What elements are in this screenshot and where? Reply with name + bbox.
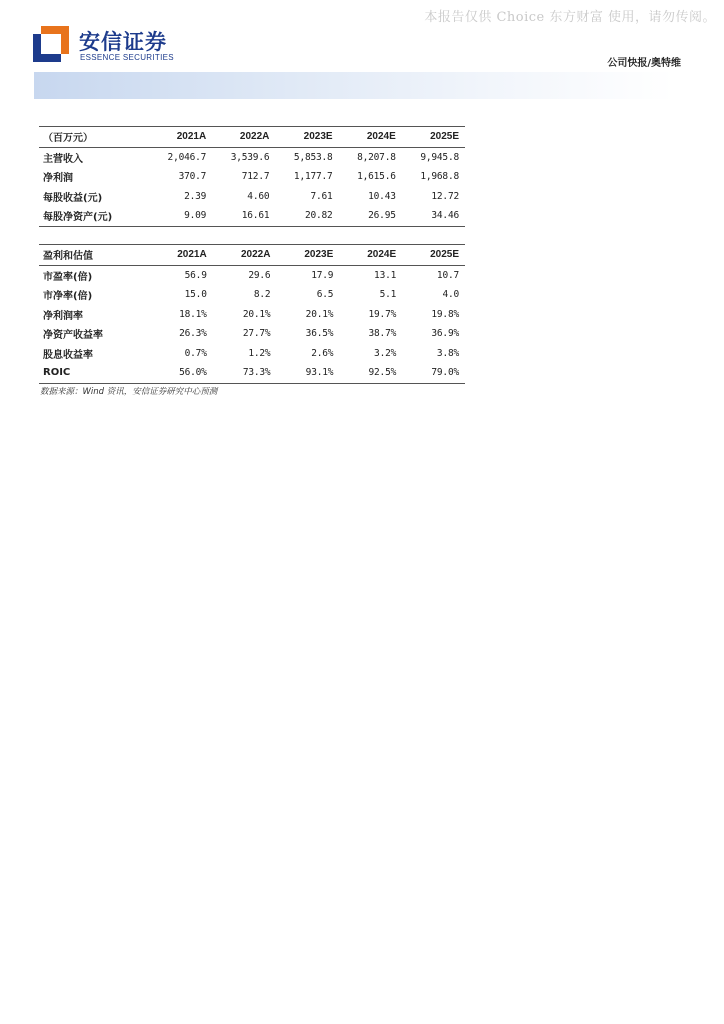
- row-label: 净资产收益率: [43, 330, 103, 342]
- table-cell: 1,968.8: [420, 171, 459, 183]
- table-header-row: [39, 245, 465, 266]
- table-cell: 8.2: [253, 289, 271, 301]
- table-cell: 2.6%: [311, 347, 334, 359]
- table-cell: 20.1%: [242, 308, 271, 320]
- table-cell: 3.2%: [374, 347, 397, 359]
- table-cell: 1.2%: [248, 347, 271, 359]
- row-label: 净利润: [43, 173, 73, 185]
- column-header: 2023E: [303, 131, 333, 143]
- column-header: 2021A: [176, 131, 207, 143]
- header-banner: [34, 72, 674, 99]
- row-label: 主营收入: [43, 153, 83, 165]
- table-row: [39, 206, 465, 226]
- row-label: 每股收益(元): [43, 192, 103, 204]
- table-row: [39, 363, 465, 383]
- table-cell: 18.1%: [179, 308, 207, 320]
- table-row: [39, 167, 465, 187]
- table-cell: 712.7: [241, 171, 270, 183]
- table-cell: 0.7%: [184, 347, 207, 359]
- table-cell: 5.1: [379, 289, 397, 301]
- table-header-row: [39, 127, 465, 148]
- table-cell: 3.8%: [436, 347, 459, 359]
- table-cell: 10.43: [368, 190, 396, 202]
- table-cell: 370.7: [178, 171, 207, 183]
- table-row: [39, 324, 465, 344]
- column-header: 盈利和估值: [43, 251, 93, 263]
- column-header: 2024E: [367, 249, 397, 261]
- table-cell: 19.8%: [431, 308, 459, 320]
- company-logo: [33, 26, 193, 66]
- table-cell: 8,207.8: [357, 151, 396, 163]
- table-cell: 29.6: [248, 269, 271, 281]
- table-cell: 56.9: [184, 269, 207, 281]
- table-row: [39, 265, 465, 285]
- table-cell: 19.7%: [368, 308, 397, 320]
- table-cell: 4.60: [247, 190, 270, 202]
- table-cell: 56.0%: [179, 367, 207, 379]
- table-row: [39, 344, 465, 364]
- row-label: 市盈率(倍): [43, 271, 93, 283]
- column-header: 2024E: [366, 131, 396, 143]
- table-cell: 26.95: [368, 210, 396, 222]
- logo-english-name: ESSENCE SECURITIES: [80, 53, 174, 62]
- logo-mark-icon: [33, 26, 69, 62]
- table-cell: 5,853.8: [293, 151, 333, 163]
- report-category: 公司快报/奥特维: [607, 58, 681, 69]
- table-cell: 6.5: [316, 289, 334, 301]
- table-cell: 20.1%: [305, 308, 334, 320]
- table-row: [39, 187, 465, 207]
- logo-chinese-name: 安信证券: [79, 30, 167, 54]
- table-cell: 9,945.8: [420, 151, 459, 163]
- column-header: 2022A: [239, 131, 270, 143]
- table-cell: 1,177.7: [293, 171, 333, 183]
- table-cell: 4.0: [442, 289, 459, 301]
- column-header: 2021A: [177, 249, 207, 261]
- table-cell: 15.0: [184, 289, 207, 301]
- data-source-note: 数据来源：Wind 资讯，安信证券研究中心预测: [40, 387, 218, 397]
- table-cell: 26.3%: [179, 328, 207, 340]
- table-cell: 38.7%: [368, 328, 397, 340]
- row-label: 市净率(倍): [43, 291, 93, 303]
- column-header: 2022A: [240, 249, 271, 261]
- table-cell: 36.5%: [305, 328, 334, 340]
- table-cell: 12.72: [431, 190, 459, 202]
- table-cell: 34.46: [431, 210, 459, 222]
- table-cell: 17.9: [311, 269, 334, 281]
- table-cell: 10.7: [436, 269, 459, 281]
- valuation-table: [39, 244, 465, 384]
- watermark-text: 本报告仅供 Choice 东方财富 使用，请勿传阅。: [424, 10, 716, 25]
- row-label: ROIC: [43, 367, 71, 379]
- table-row: [39, 147, 465, 167]
- row-label: 每股净资产(元): [43, 212, 113, 224]
- table-cell: 20.82: [304, 210, 333, 222]
- table-cell: 16.61: [241, 210, 270, 222]
- table-cell: 92.5%: [368, 367, 397, 379]
- table-cell: 27.7%: [242, 328, 271, 340]
- table-row: [39, 305, 465, 325]
- column-header: 2023E: [304, 249, 334, 261]
- table-cell: 3,539.6: [230, 151, 270, 163]
- table-cell: 13.1: [374, 269, 397, 281]
- table-row: [39, 285, 465, 305]
- table-cell: 79.0%: [431, 367, 459, 379]
- table-cell: 93.1%: [305, 367, 334, 379]
- financial-summary-table: [39, 126, 465, 227]
- table-cell: 1,615.6: [357, 171, 396, 183]
- row-label: 股息收益率: [43, 349, 93, 361]
- column-header: 2025E: [430, 249, 459, 261]
- table-cell: 2,046.7: [167, 151, 207, 163]
- table-cell: 36.9%: [431, 328, 459, 340]
- table-cell: 2.39: [184, 190, 207, 202]
- column-header: （百万元）: [43, 133, 93, 145]
- row-label: 净利润率: [43, 310, 83, 322]
- table-cell: 7.61: [310, 190, 333, 202]
- table-cell: 73.3%: [242, 367, 271, 379]
- column-header: 2025E: [430, 131, 459, 143]
- table-cell: 9.09: [184, 210, 207, 222]
